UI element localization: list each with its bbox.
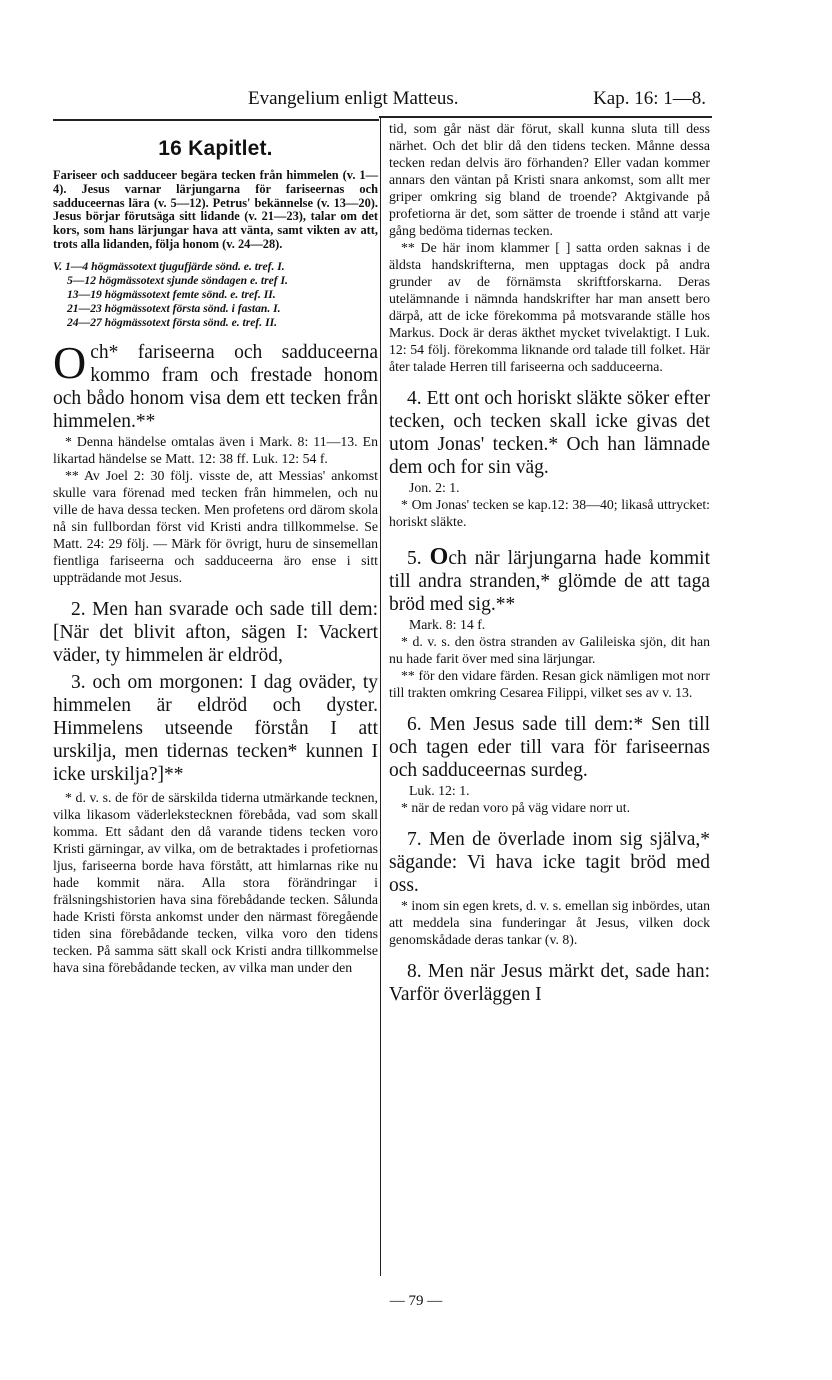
footnote: ** De här inom klammer [ ] satta orden saknas i de äldsta handskrifterna, men upptagas dock på andra grunder av de förnämsta skriftforskarna. Deras utelämnande i nämnda handskrifter har man ansett bero därpå, att de icke förekomma på motsvarande ställe hos Markus. Dock är deras äkthet mycket tvivelaktigt. I Luk. 12: 54 följ. förekomma liknande ord talade till folket. Här åter talade Herren till fariseerna och sadduceerna. <box>389 240 710 374</box>
right-column <box>389 120 710 1006</box>
verse-5 <box>389 546 710 616</box>
footnote: * när de redan voro på väg vidare norr ut. <box>401 800 631 815</box>
verse-8: 8. Men när Jesus märkt det, sade han: Varför överläggen I <box>389 961 710 1005</box>
cross-reference: Luk. 12: 1. <box>409 783 470 798</box>
drop-cap: O <box>53 337 87 389</box>
footnote: * inom sin egen krets, d. v. s. emellan sig inbördes, utan att meddela sina funderingar åt Jesus, vilken dock genomskådade deras tankar (v. 8). <box>389 898 710 947</box>
verse-4: 4. Ett ont och horiskt släkte söker efter tecken, och tecken skall icke givas det utom Jonas' tecken.* Och han lämnade dem och for sin väg. <box>389 388 710 478</box>
verse-7: 7. Men de överlade inom sig själva,* sägande: Vi hava icke tagit bröd med oss. <box>389 829 710 896</box>
sunday-text-line: 5—12 högmässotext sjunde söndagen e. tref I. <box>67 273 288 287</box>
book-title: Evangelium enligt Matteus. <box>248 88 459 109</box>
cross-reference: Jon. 2: 1. <box>409 480 460 495</box>
sunday-text-line: V. 1—4 högmässotext tjugufjärde sönd. e. tref. I. <box>53 259 285 273</box>
footnote: * d. v. s. de för de särskilda tiderna utmärkande tecknen, vilka likasom väderlekstecknen förebåda, vad som skall komma. Ett sådant den då varande tidens tecken voro Kristi gärningar, av vilka, om de betraktades i profetiornas ljus, fariseerna borde hava förstått, att himlarnas rike nu hade kommit nära. Alla stora förändringar i frälsningshistorien hava sina förebådande tecken. Sålunda hade Kristi första ankomst under den närmast föregående tiden sina förebådande tecken, vilka voro den tidens tecken. På samma sätt skall ock Kristi andra tillkommelse hava sina förebådande tecken, av vilka man under den <box>53 790 378 976</box>
verse-1 <box>53 337 378 433</box>
verse-2: 2. Men han svarade och sade till dem: [När det blivit afton, sägen I: Vackert väder, ty himmelen är eldröd, <box>53 599 378 667</box>
running-header <box>248 88 710 114</box>
footnote: * d. v. s. den östra stranden av Galileiska sjön, dit han nu hade farit över med sina lärjungar. <box>389 634 710 666</box>
sunday-text-line: 13—19 högmässotext femte sönd. e. tref. II. <box>67 287 276 301</box>
footnote: ** för den vidare färden. Resan gick nämligen mot norr till trakten omkring Cesarea Filippi, vilket ses av v. 13. <box>389 668 710 700</box>
footnote: ** Av Joel 2: 30 följ. visste de, att Messias' ankomst skulle vara förenad med tecken från himmelen, och nu ville de hava dessa tecken. Men profetens ord därom skola nå sin fullbordan först vid Kristi andra tillkommelse. Se Matt. 24: 29 följ. — Märk för övrigt, huru de sinsemellan fientliga fariseerna och sadduceerna äro ense i sitt uppträdande mot Jesus. <box>53 468 378 586</box>
chapter-summary: Fariseer och sadduceer begära tecken från himmelen (v. 1—4). Jesus varnar lärjungarna för fariseernas och sadduceernas lära (v. 5—12). Petrus' bekännelse (v. 13—20). Jesus börjar förutsäga sitt lidande (v. 21—23), talar om det kors, som hans lärjungar hava att vänta, samt vikten av att, trots alla lidanden, följa honom (v. 24—28). <box>53 168 378 252</box>
sunday-text-list <box>53 260 378 330</box>
footnote: * Denna händelse omtalas även i Mark. 8: 11—13. En likartad händelse se Matt. 12: 38 ff. Luk. 12: 54 f. <box>53 434 378 467</box>
chapter-title: 16 Kapitlet. <box>158 137 273 160</box>
left-column <box>53 120 378 976</box>
verse-1-text: ch* fariseerna och sadduceerna kommo fram och frestade honom och bådo honom visa dem ett tecken från himmelen.** <box>53 342 378 433</box>
verse-5-number: 5. <box>407 548 422 569</box>
page-number: — 79 — <box>389 1293 443 1309</box>
sunday-text-line: 21—23 högmässotext första sönd. i fastan. I. <box>67 301 281 315</box>
chapter-reference: Kap. 16: 1—8. <box>593 88 706 109</box>
verse-5-text: ch när lärjungarna hade kommit till andra stranden,* glömde de att taga bröd med sig.** <box>389 548 711 615</box>
verse-6: 6. Men Jesus sade till dem:* Sen till och tagen eder till vara för fariseernas och sadduceernas surdeg. <box>389 714 710 781</box>
initial-letter: O <box>429 544 449 570</box>
verse-3: 3. och om morgonen: I dag oväder, ty himmelen är eldröd och dyster. Himmelens utseende förstån I att urskilja, men tidernas tecken* kunnen I icke urskilja?]** <box>53 672 378 786</box>
cross-reference: Mark. 8: 14 f. <box>409 617 486 632</box>
sunday-text-line: 24—27 högmässotext första sönd. e. tref. II. <box>67 315 277 329</box>
footnote: * Om Jonas' tecken se kap.12: 38—40; likaså uttrycket: horiskt släkte. <box>389 497 710 529</box>
header-rule-right <box>379 116 712 118</box>
footnote-continued: tid, som går näst där förut, skall kunna sluta till dess närhet. Och det blir då den tidens tecken. Månne dessa tecken redan delvis äro förhanden? Eller vadan kommer annars den väntan på Kristi snara ankomst, som allt mer griper omkring sig bland de troende? Aktgivande på profetiorna är det, som sätter de troende i stånd att varje gång bedöma tidernas tecken. <box>389 121 710 238</box>
column-divider <box>380 118 381 1276</box>
